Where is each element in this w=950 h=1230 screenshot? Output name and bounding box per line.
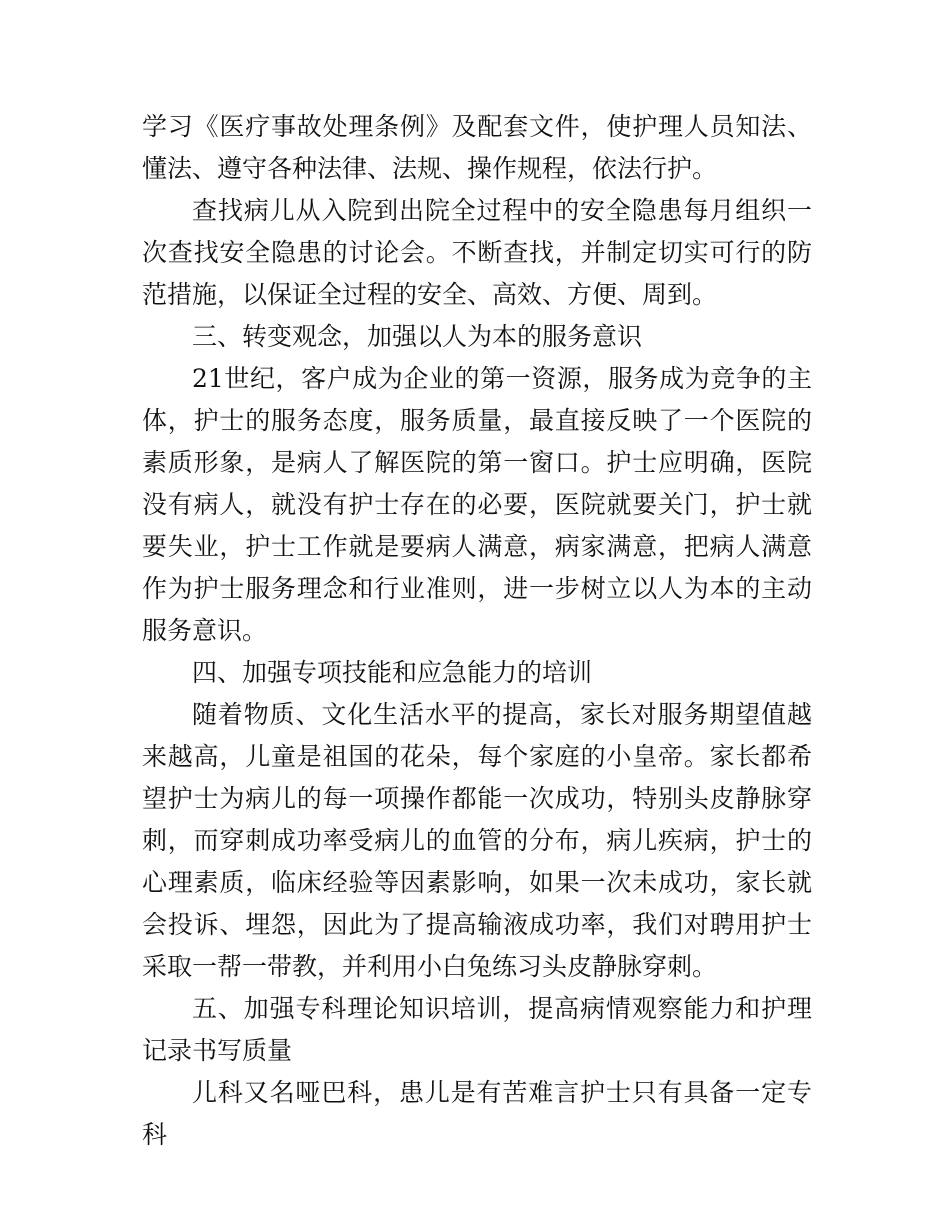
section-heading-four: 四、加强专项技能和应急能力的培训: [192, 658, 593, 687]
paragraph-legal-study: 学习《医疗事故处理条例》及配套文件，使护理人员知法、懂法、遵守各种法律、法规、操作规程，依法行护。: [142, 112, 812, 183]
paragraph-safety-hazards: 查找病儿从入院到出院全过程中的安全隐患每月组织一次查找安全隐患的讨论会。不断查找，并制定切实可行的防范措施，以保证全过程的安全、高效、方便、周到。: [142, 196, 812, 309]
paragraph-skill-training: 随着物质、文化生活水平的提高，家长对服务期望值越来越高，儿童是祖国的花朵，每个家庭的小皇帝。家长都希望护士为病儿的每一项操作都能一次成功，特别头皮静脉穿刺，而穿刺成功率受病儿的血管的分布，病儿疾病，护士的心理素质，临床经验等因素影响，如果一次未成功，家长就会投诉、埋怨，因此为了提高输液成功率，我们对聘用护士采取一帮一带教，并利用小白兔练习头皮静脉穿刺。: [142, 700, 812, 981]
paragraph-pediatric-knowledge: 儿科又名哑巴科，患儿是有苦难言护士只有具备一定专科: [142, 1078, 812, 1149]
document-body: [142, 106, 812, 1156]
section-heading-five: 五、加强专科理论知识培训，提高病情观察能力和护理记录书写质量: [142, 994, 812, 1065]
paragraph-service-awareness: 21世纪，客户成为企业的第一资源，服务成为竞争的主体，护士的服务态度，服务质量，最直接反映了一个医院的素质形象，是病人了解医院的第一窗口。护士应明确，医院没有病人，就没有护士存在的必要，医院就要关门，护士就要失业，护士工作就是要病人满意，病家满意，把病人满意作为护士服务理念和行业准则，进一步树立以人为本的主动服务意识。: [142, 364, 812, 645]
section-heading-three: 三、转变观念，加强以人为本的服务意识: [192, 322, 643, 351]
